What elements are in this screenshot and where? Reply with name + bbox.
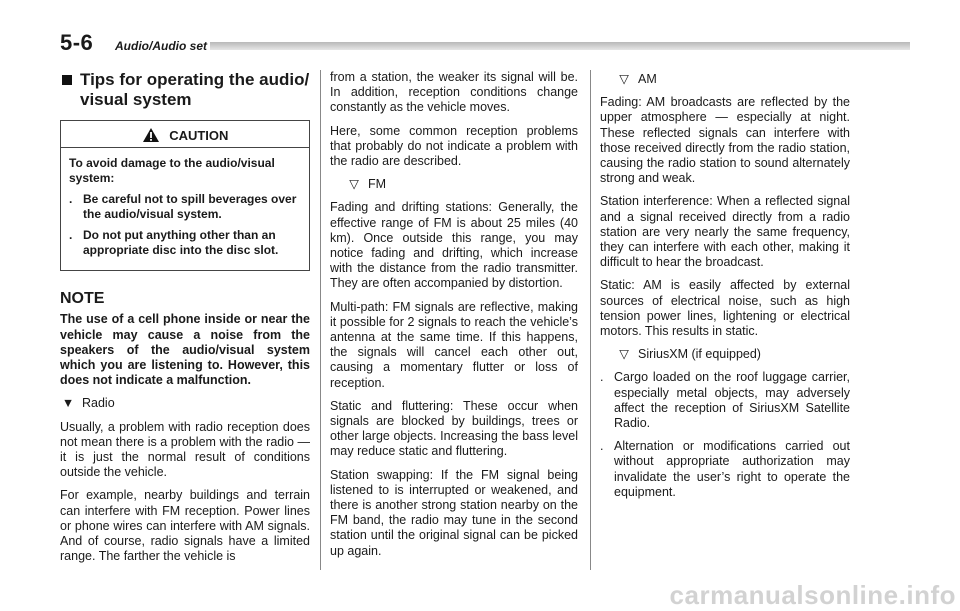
paragraph: Here, some common reception problems that probably do not indicate a problem with the radio are described. xyxy=(330,123,578,169)
watermark-text: carmanualsonline.info xyxy=(669,580,956,610)
radio-paragraph: For example, nearby buildings and terrain can interfere with FM reception. Power lines or phone wires can interfere with AM signals. And of course, radio signals have a limited range. The farther the vehicle is xyxy=(60,488,310,564)
column-divider xyxy=(590,70,591,570)
sirius-item-text: Cargo loaded on the roof luggage carrier, especially metal objects, may adversely affect the reception of SiriusXM Satellite Radio. xyxy=(614,370,850,431)
caution-item xyxy=(69,228,301,258)
note-title: NOTE xyxy=(60,290,105,308)
triangle-icon: ▽ xyxy=(349,177,359,192)
column-3 xyxy=(600,70,850,508)
bullet-dot: . xyxy=(69,192,73,207)
column-2 xyxy=(330,70,578,567)
square-bullet-icon xyxy=(62,75,72,85)
header-rule xyxy=(210,42,910,50)
sirius-item xyxy=(600,370,850,431)
radio-paragraph: Usually, a problem with radio reception does not mean there is a problem with the radio — it is just the normal result of conditions outside the vehicle. xyxy=(60,419,310,480)
fm-subheading xyxy=(330,177,578,192)
caution-box xyxy=(60,120,310,271)
paragraph: from a station, the weaker its signal will be. In addition, reception conditions change constantly as the vehicle moves. xyxy=(330,70,578,115)
note-text: The use of a cell phone inside or near the vehicle may cause a noise from the speakers of the audio/visual system which you are listening to. However, this does not indicate a malfunction. xyxy=(60,312,310,388)
bullet-dot: . xyxy=(600,439,604,454)
radio-subheading xyxy=(60,396,310,411)
section-title: Audio/Audio set xyxy=(115,39,207,53)
fm-item: Static and fluttering: These occur when signals are blocked by buildings, trees or other large objects. Increasing the bass level may reduce static and fluttering. xyxy=(330,398,578,459)
page-header xyxy=(60,30,860,60)
page-number: 5-6 xyxy=(60,30,94,55)
caution-body xyxy=(61,148,309,270)
fm-item: Fading and drifting stations: Generally, the effective range of FM is about 25 miles (40 km). Once outside this range, you may notice fading and drifting, which increase with the distance from the radio transmitter. They are often accompanied by distortion. xyxy=(330,200,578,291)
sirius-item xyxy=(600,439,850,500)
column-1 xyxy=(60,70,310,572)
am-item: Fading: AM broadcasts are reflected by the upper atmosphere — especially at night. These reflected signals can interfere with those received directly from the radio station, causing the radio station to sound alternately strong and weak. xyxy=(600,95,850,186)
column-divider xyxy=(320,70,321,570)
triangle-icon: ▽ xyxy=(619,72,629,86)
am-item: Station interference: When a reflected signal and a signal received directly from a radio station are very nearly the same frequency, they can interfere with each other, making it difficult to hear the broadcast. xyxy=(600,194,850,270)
caution-item xyxy=(69,192,301,222)
sirius-subheading xyxy=(600,347,850,362)
fm-label: FM xyxy=(368,177,387,192)
am-item: Static: AM is easily affected by external sources of electrical noise, such as high tension power lines, lightening or electrical motors. This results in static. xyxy=(600,278,850,339)
fm-item: Multi-path: FM signals are reflective, making it possible for 2 signals to reach the vehicle’s antenna at the same time. If this happens, the signals will cancel each other out, causing a momentary flutter or loss of reception. xyxy=(330,299,578,390)
sirius-label: SiriusXM (if equipped) xyxy=(638,347,761,362)
bullet-dot: . xyxy=(600,370,604,385)
radio-label: Radio xyxy=(82,396,115,411)
fm-item: Station swapping: If the FM signal being listened to is interrupted or weakened, and there is another strong station nearby on the FM band, the radio may tune in the second station until the original signal can be picked up again. xyxy=(330,467,578,558)
am-label: AM xyxy=(638,72,657,86)
am-subheading xyxy=(600,72,850,87)
caution-intro: To avoid damage to the audio/visual system: xyxy=(69,156,275,186)
caution-header xyxy=(61,121,309,148)
section-heading xyxy=(60,70,310,110)
down-triangle-icon: ▼ xyxy=(61,396,75,411)
warning-icon xyxy=(142,127,160,143)
triangle-icon: ▽ xyxy=(619,347,629,362)
bullet-dot: . xyxy=(69,228,73,243)
caution-item-text: Do not put anything other than an appropriate disc into the disc slot. xyxy=(83,228,279,258)
heading-text: Tips for operating the audio/ visual system xyxy=(80,70,310,109)
sirius-item-text: Alternation or modifications carried out without appropriate authorization may invalidate the user’s right to operate the equipment. xyxy=(614,439,850,499)
caution-item-text: Be careful not to spill beverages over the audio/visual system. xyxy=(83,192,297,222)
caution-title: CAUTION xyxy=(169,128,229,143)
